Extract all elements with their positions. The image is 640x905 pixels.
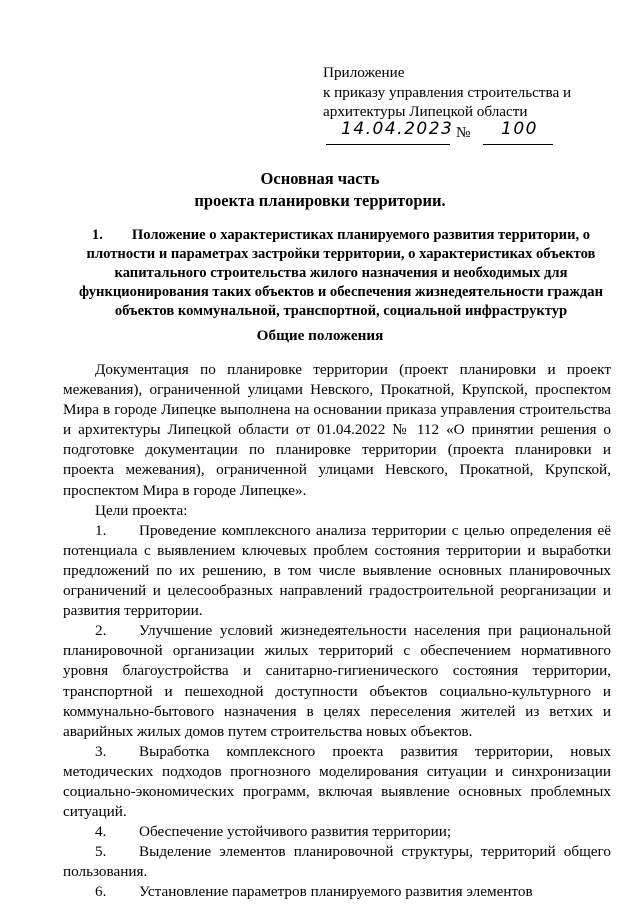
goal-item — [63, 822, 611, 842]
goal-number: 2. — [95, 622, 107, 640]
order-number: 100 — [501, 118, 538, 139]
intro-paragraph: Документация по планировке территории (проект планировки и проект межевания), ограниченной улицами Невского, Прокатной, Крупской, проспектом Мира в городе Липецке выполнена на основании приказа управления строительства и архитектуры Липецкой области от 01.04.2022 № 112 «О принятии решения о подготовке документации по планировке территории (проекта планировки и проекта межевания), ограниченной улицами Невского, Прокатной, Крупской, проспектом Мира в городе Липецке». — [63, 361, 611, 499]
document-title: Основная часть — [260, 169, 380, 188]
appendix-title: Приложение — [323, 64, 405, 81]
goal-text: Выработка комплексного проекта развития территории, новых методических подходов прогнозного моделирования ситуации и синхронизации социально-экономических программ, включая выявление основных проблемных ситуаций. — [63, 742, 611, 821]
goals-label: Цели проекта: — [95, 501, 188, 519]
document-body — [63, 360, 611, 903]
goal-item — [63, 742, 611, 822]
goal-text: Выделение элементов планировочной структуры, территорий общего пользования. — [63, 843, 611, 881]
goal-item — [63, 521, 611, 621]
goal-number: 5. — [95, 843, 107, 861]
appendix-order-ref: к приказу управления строительства и — [323, 83, 572, 101]
goal-number: 3. — [95, 742, 107, 760]
section-number: 1. — [91, 227, 103, 243]
order-date-number-row — [323, 118, 623, 146]
goal-text: Обеспечение устойчивого развития территории; — [139, 823, 452, 841]
appendix-authority: архитектуры Липецкой области — [323, 103, 528, 120]
section-heading-line-2: плотности и параметрах застройки территории, о характеристиках объектов — [86, 246, 596, 262]
goal-number: 6. — [95, 883, 107, 901]
section-heading — [63, 226, 619, 321]
goal-item — [63, 882, 611, 902]
section-heading-line-3: капитального строительства жилого назначения и необходимых для — [114, 265, 568, 281]
number-sign: № — [456, 123, 471, 141]
general-provisions-heading: Общие положения — [256, 327, 384, 344]
goal-text: Улучшение условий жизнедеятельности населения при рациональной планировочной организации жилых территорий с обеспечением нормативного уровня благоустройства и санитарно-гигиенического состояния территории, транспортной и пешеходной доступности объектов социально-культурного и коммунально-бытового назначения в целях переселения жителей из ветхих и аварийных жилых домов путем строительства новых объектов. — [63, 622, 611, 740]
goal-text: Проведение комплексного анализа территории с целью определения её потенциала с выявлением ключевых проблем состояния территории и выработки предложений по их решению, в том числе выявление основных планировочных ограничений и целесообразных направлений градостроительной реорганизации и развития территории. — [63, 521, 611, 620]
goal-number: 4. — [95, 823, 107, 841]
section-heading-line-1: Положение о характеристиках планируемого развития территории, о — [131, 227, 591, 243]
goal-item — [63, 621, 611, 742]
appendix-block — [323, 63, 623, 146]
goal-text: Установление параметров планируемого развития элементов — [139, 883, 533, 901]
section-heading-line-5: объектов коммунальной, транспортной, социальной инфраструктур — [114, 303, 568, 319]
goal-number: 1. — [95, 521, 107, 539]
order-date: 14.04.2023 — [341, 118, 454, 139]
section-heading-line-4: функционирования таких объектов и обеспечения жизнедеятельности граждан — [79, 284, 603, 300]
goal-item — [63, 842, 611, 882]
document-subtitle: проекта планировки территории. — [194, 191, 446, 210]
